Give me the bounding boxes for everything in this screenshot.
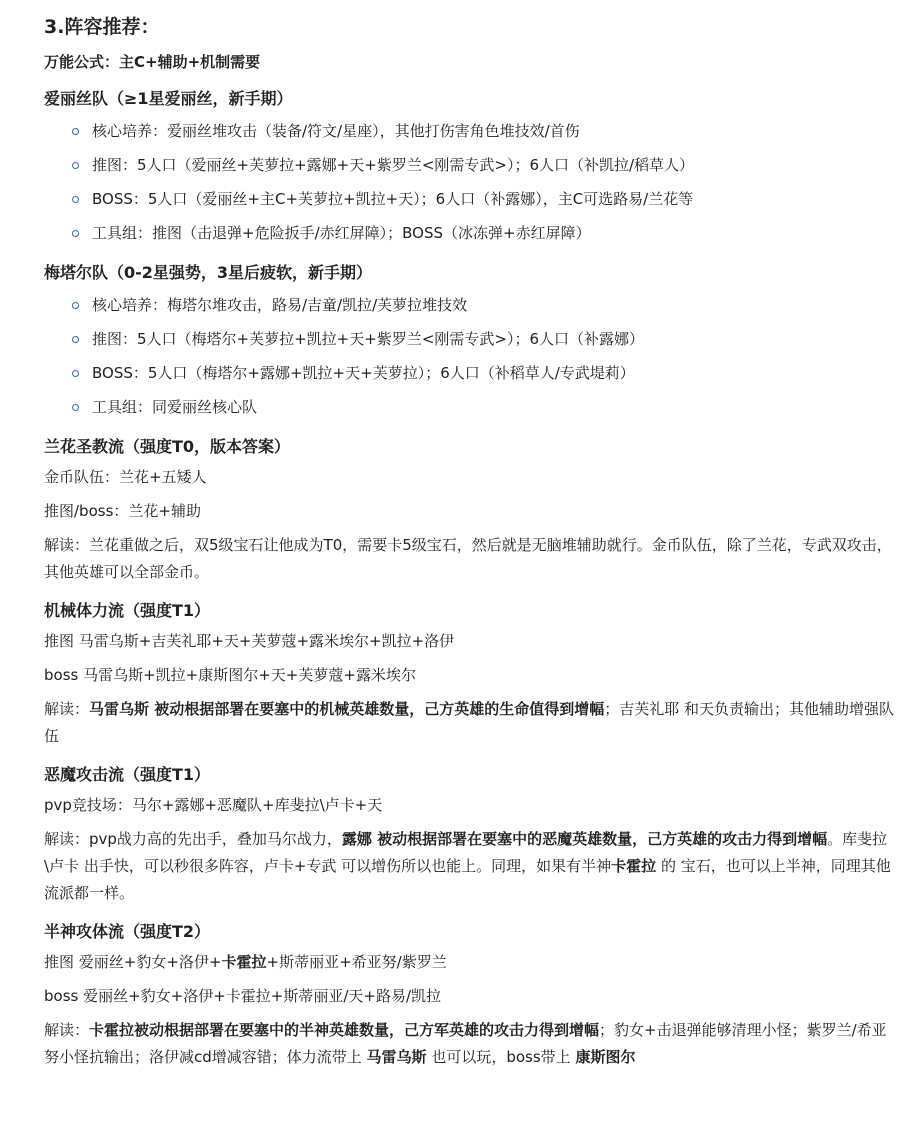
circle-bullet-icon [72, 302, 79, 309]
list-item [72, 148, 895, 182]
note-mid: ；豹女+击退弹能够清理小怪；紫罗兰/希亚努小怪抗输出；洛伊减cd增减容错；体力流带上 [44, 1021, 887, 1066]
list-item [72, 322, 895, 356]
list-item [72, 114, 895, 148]
note-bold: 露娜 被动根据部署在要塞中的恶魔英雄数量，己方英雄的攻击力得到增幅 [341, 830, 828, 848]
demon-heading: 恶魔攻击流（强度T1） [44, 765, 211, 784]
alice-heading: 爱丽丝队（≥1星爱丽丝，新手期） [44, 89, 293, 108]
list-item-text: 推图：5人口（梅塔尔+芙萝拉+凯拉+天+紫罗兰<刚需专武>）；6人口（补露娜） [92, 330, 645, 348]
circle-bullet-icon [72, 128, 79, 135]
circle-bullet-icon [72, 404, 79, 411]
universal-formula: 万能公式：主C+辅助+机制需要 [44, 53, 261, 71]
orchid-heading: 兰花圣教流（强度T0，版本答案） [44, 437, 291, 456]
orchid-section [44, 434, 895, 586]
orchid-push-boss: 推图/boss：兰花+辅助 [44, 502, 201, 520]
mech-note [44, 692, 895, 750]
metal-list [44, 288, 895, 424]
list-item [72, 216, 895, 250]
list-item-text: BOSS：5人口（梅塔尔+露娜+凯拉+天+芙萝拉）；6人口（补稻草人/专武堤莉） [92, 364, 635, 382]
list-item [72, 182, 895, 216]
line-rest: +斯蒂丽亚+希亚努/紫罗兰 [266, 953, 447, 971]
note-bold: 马雷乌斯 被动根据部署在要塞中的机械英雄数量，己方英雄的生命值得到增幅 [89, 700, 605, 718]
list-item-text: 推图：5人口（爱丽丝+芙萝拉+露娜+天+紫罗兰<刚需专武>）；6人口（补凯拉/稻草人） [92, 156, 695, 174]
circle-bullet-icon [72, 162, 79, 169]
demigod-boss: boss 爱丽丝+豹女+洛伊+卡霍拉+斯蒂丽亚/天+路易/凯拉 [44, 987, 442, 1005]
alice-section [44, 86, 895, 250]
note-bold-2: 卡霍拉 [611, 857, 657, 875]
list-item [72, 356, 895, 390]
mech-section [44, 598, 895, 750]
list-item [72, 390, 895, 424]
demon-section [44, 762, 895, 907]
metal-heading: 梅塔尔队（0-2星强势，3星后疲软，新手期） [44, 263, 373, 282]
note-bold-2: 马雷乌斯 [366, 1048, 427, 1066]
circle-bullet-icon [72, 336, 79, 343]
note-bold: 卡霍拉被动根据部署在要塞中的半神英雄数量，己方军英雄的攻击力得到增幅 [89, 1021, 600, 1039]
line-prefix: 推图 爱丽丝+豹女+洛伊+ [44, 953, 222, 971]
orchid-note: 解读：兰花重做之后，双5级宝石让他成为T0，需要卡5级宝石，然后就是无脑堆辅助就行。金币队伍，除了兰花，专武双攻击，其他英雄可以全部金币。 [44, 536, 892, 581]
note-mid: 。库斐拉\卢卡 出手快，可以秒很多阵容，卢卡+专武 可以增伤所以也能上。同理，如果有半神 [44, 830, 888, 875]
list-item-text: 工具组：同爱丽丝核心队 [92, 398, 258, 416]
list-item-text: BOSS：5人口（爱丽丝+主C+芙萝拉+凯拉+天）；6人口（补露娜），主C可选路易/兰花等 [92, 190, 694, 208]
mech-boss: boss 马雷乌斯+凯拉+康斯图尔+天+芙萝蔻+露米埃尔 [44, 666, 416, 684]
note-mid-2: 也可以玩，boss带上 [426, 1048, 576, 1066]
alice-list [44, 114, 895, 250]
line-bold: 卡霍拉 [221, 953, 267, 971]
note-bold-3: 康斯图尔 [575, 1048, 636, 1066]
list-item-text: 核心培养：梅塔尔堆攻击，路易/吉童/凯拉/芙萝拉堆技效 [92, 296, 468, 314]
list-item [72, 288, 895, 322]
demigod-note [44, 1013, 895, 1071]
note-prefix: 解读： [44, 700, 90, 718]
circle-bullet-icon [72, 196, 79, 203]
list-item-text: 核心培养：爱丽丝堆攻击（装备/符文/星座），其他打伤害角色堆技效/首伤 [92, 122, 580, 140]
orchid-gold-team: 金币队伍：兰花+五矮人 [44, 468, 207, 486]
circle-bullet-icon [72, 370, 79, 377]
metal-section [44, 260, 895, 424]
demon-note [44, 822, 895, 907]
section-title: 3.阵容推荐： [44, 16, 160, 38]
note-end: 的 宝石，也可以上半神，同理其他流派都一样。 [44, 857, 891, 902]
mech-push: 推图 马雷乌斯+吉芙礼耶+天+芙萝蔻+露米埃尔+凯拉+洛伊 [44, 632, 455, 650]
demigod-heading: 半神攻体流（强度T2） [44, 922, 211, 941]
demigod-section [44, 919, 895, 1071]
circle-bullet-icon [72, 230, 79, 237]
demigod-push [44, 945, 895, 979]
mech-heading: 机械体力流（强度T1） [44, 601, 211, 620]
list-item-text: 工具组：推图（击退弹+危险扳手/赤红屏障）；BOSS（冰冻弹+赤红屏障） [92, 224, 591, 242]
note-rest: ；吉芙礼耶 和天负责输出；其他辅助增强队伍 [44, 700, 895, 745]
demon-pvp: pvp竞技场：马尔+露娜+恶魔队+库斐拉\卢卡+天 [44, 796, 383, 814]
note-prefix: 解读： [44, 1021, 90, 1039]
note-prefix: 解读：pvp战力高的先出手，叠加马尔战力， [44, 830, 342, 848]
